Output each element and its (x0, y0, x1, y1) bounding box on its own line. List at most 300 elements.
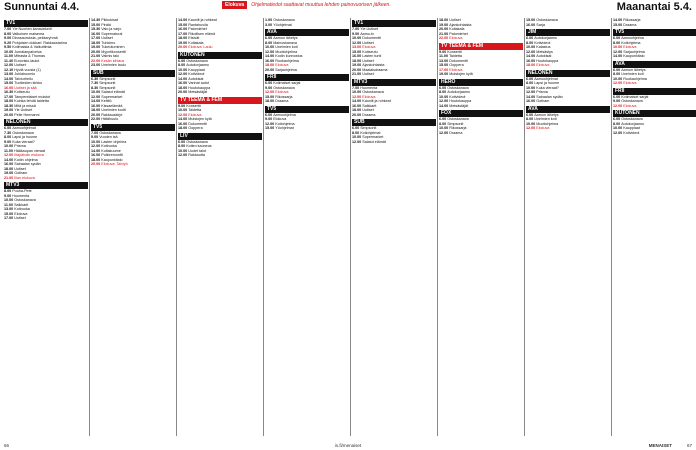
program-title: Uutiset (362, 108, 374, 112)
program-title: Yöohjelmat (273, 22, 292, 27)
program-time: 21.00 (439, 31, 450, 36)
program-title: Ooppera (188, 126, 203, 130)
program-time: 10.00 (439, 94, 450, 99)
program-title: Autokorjaamo (534, 36, 557, 40)
program-title: Simpsonit (447, 121, 464, 126)
program-title: Valmis talo (101, 54, 120, 58)
program-time: 12.00 (91, 94, 102, 99)
program-title: Kuka vieraat? (536, 85, 559, 90)
program-time: 8.30 (91, 85, 100, 90)
program-title: Hätähuuto (101, 117, 119, 121)
program-time: 6.00 (4, 126, 13, 130)
channel-header: KUTONEN (613, 110, 696, 117)
program-title: Taidetta (188, 108, 202, 112)
program-title: Maalaisdraama (362, 67, 388, 72)
program-title: Elokuva (623, 45, 637, 49)
program-title: Vuoden isä (99, 135, 118, 139)
program-title: Kultakala (188, 40, 204, 45)
program-time: 14.00 (91, 99, 102, 103)
channel-header: AVA (613, 61, 696, 68)
program-listing (265, 99, 349, 104)
program-title: Ostoskanava (186, 58, 208, 63)
program-listing (439, 131, 523, 136)
program-time: 12.00 (439, 130, 450, 135)
program-title: Supermarket (101, 94, 123, 99)
program-time: 7.00 (352, 85, 361, 90)
program-title: Tukeutuminen (101, 45, 125, 49)
program-time: 16.00 (526, 99, 537, 103)
program-time: 12.00 (526, 49, 537, 54)
program-title: Autokisat (188, 76, 204, 81)
program-title: Simpsonit (99, 76, 116, 81)
program-time: 20.00 (178, 45, 189, 49)
program-title: Kotiseutu (14, 90, 30, 94)
program-time: 22.00 (439, 36, 450, 40)
program-time: 16.00 (178, 81, 189, 85)
channel-header: MTV3 (4, 182, 88, 189)
program-time: 20.00 (178, 90, 189, 94)
program-time: 12.00 (91, 144, 102, 148)
program-title: Vanhat autot (188, 81, 209, 85)
program-title: Supermarket (362, 135, 384, 139)
program-time: 21.00 (4, 175, 15, 180)
program-time: 18.00 (178, 126, 189, 130)
schedule-column (4, 18, 88, 438)
program-title: Mitrasta & Thomas (14, 54, 45, 58)
program-title: Sarja (536, 22, 545, 27)
program-listing (613, 54, 696, 59)
program-title: Dokumentti (449, 58, 468, 63)
program-time: 8.00 (4, 135, 13, 139)
program-title: Keittiö (101, 99, 112, 103)
program-title: Elokuva (536, 63, 550, 67)
program-time: 10.00 (178, 148, 189, 153)
program-listing (613, 23, 696, 28)
program-time: 12.00 (265, 121, 276, 126)
channel-header: KUTONEN (178, 52, 262, 59)
program-time: 8.00 (352, 130, 361, 135)
program-title: Draama (623, 22, 637, 27)
program-time: 16.00 (265, 58, 276, 63)
column-divider (263, 18, 264, 436)
program-title: Talviurheilu (14, 76, 33, 81)
channel-header: AVA (526, 106, 610, 113)
program-time: 7.30 (91, 81, 100, 85)
program-time: 12.00 (526, 90, 537, 94)
program-time: 6.00 (526, 76, 535, 81)
program-title: Sairaalan sydän (14, 162, 41, 166)
program-title: Ruokaohjelma (623, 76, 647, 81)
program-time: 16.00 (91, 153, 102, 157)
program-time: 9.00 (265, 85, 274, 90)
program-title: Huutokauppa (449, 99, 472, 103)
program-title: Autokorjaamo (447, 90, 470, 94)
program-title: Ostoskanava (536, 18, 558, 22)
program-title: Elokuva: Talviyö (101, 162, 128, 166)
program-title: Kotiruoka (14, 207, 30, 211)
program-time: 16.00 (526, 58, 537, 63)
program-title: Kuka vieraat? (12, 139, 35, 144)
program-time: 12.00 (439, 99, 450, 103)
program-listing (265, 23, 349, 28)
program-time: 16.00 (178, 27, 189, 31)
program-time: 14.00 (178, 117, 189, 121)
program-title: Salkkarit (362, 103, 377, 108)
program-time: 10.00 (526, 45, 537, 49)
program-title: Puuha-Pete (12, 189, 32, 193)
program-title: Huutokauppa (188, 85, 211, 90)
program-title: Uutiset (14, 166, 26, 171)
program-title: Palomiehet (449, 31, 468, 36)
program-title: Ostoskanava (99, 130, 121, 135)
program-time: 19.00 (439, 72, 450, 76)
program-time: 9.00 (4, 139, 13, 144)
program-time: 14.00 (91, 148, 102, 153)
program-time: 10.00 (613, 76, 624, 81)
program-time: 16.00 (526, 22, 537, 27)
program-title: Valkoinen maisema (12, 31, 45, 36)
program-time: 18.00 (178, 36, 189, 40)
program-title: Hyviä vuosia (1) (14, 67, 41, 72)
program-title: Elokuva (362, 45, 376, 49)
channel-header: JIM (526, 29, 610, 36)
program-title: Ostoskanava (12, 130, 34, 135)
program-title: Draama (275, 99, 289, 103)
column-divider (350, 18, 351, 436)
channel-header: FRII (265, 74, 349, 81)
program-time: 7.00 (4, 27, 13, 31)
program-time: 6.30 (91, 76, 100, 81)
channel-header: TV1 (352, 20, 436, 27)
program-time: 16.00 (91, 31, 102, 36)
program-time: 19.00 (352, 63, 363, 67)
program-time: 14.00 (178, 18, 189, 22)
program-time: 7.00 (91, 130, 100, 135)
program-time: 14.30 (91, 18, 102, 22)
program-title: Ostoskanava (273, 85, 295, 90)
program-title: Elokuva (188, 112, 202, 117)
program-listing (439, 36, 523, 41)
channel-header: NELONEN (526, 70, 610, 77)
program-title: Tamperelaiset muistot (14, 94, 51, 99)
program-time: 9.00 (178, 103, 187, 108)
channel-header: TV5 (613, 29, 696, 36)
program-title: Kotiohjelmat (360, 130, 381, 135)
column-divider (524, 18, 525, 436)
program-time: 9.00 (613, 99, 622, 103)
program-time: 9.00 (265, 117, 274, 121)
program-title: Aamun lähetys (621, 67, 646, 72)
program-time: 10.00 (526, 121, 537, 126)
program-title: Rikossarja (623, 18, 641, 22)
channel-header: HERO (439, 79, 523, 86)
column-divider (611, 18, 612, 436)
program-listing (178, 90, 262, 95)
program-listing (4, 113, 88, 118)
program-title: Kultakuume (101, 148, 121, 153)
program-title: Dinosauruksia, pekkaryhmä (12, 36, 58, 40)
program-title: Unelmien kodit (101, 108, 126, 112)
program-title: Sarjaohjelma (623, 49, 645, 54)
program-title: Kotivideot (449, 94, 466, 99)
program-title: Kaupunkitalo (623, 54, 645, 58)
program-title: Iltapäivän elokuva (14, 153, 44, 157)
program-listing (4, 176, 88, 181)
program-title: Uudet talot (188, 148, 207, 153)
program-title: Elokuva (275, 63, 289, 67)
program-time: 17.00 (178, 31, 189, 36)
channel-header: FRII (613, 88, 696, 95)
program-time: 12.10 (4, 67, 15, 72)
program-listing (526, 23, 610, 28)
program-title: Ostoskanava (621, 99, 643, 103)
program-time: 8.00 (526, 81, 535, 85)
program-time: 10.00 (613, 126, 624, 130)
channel-header: SUB (352, 119, 436, 126)
program-title: Rikollisen elämä (188, 31, 216, 36)
schedule-column (526, 18, 610, 438)
program-time: 15.00 (4, 81, 15, 85)
program-title: Yle Uutiset (360, 27, 379, 31)
program-title: Taidetta (449, 54, 462, 58)
program-title: Gotham (14, 171, 28, 175)
program-time: 18.00 (352, 108, 363, 112)
program-time: 12.00 (613, 103, 624, 108)
page-header (0, 0, 696, 14)
program-time: 12.00 (352, 94, 363, 99)
program-title: Simpsonit (99, 85, 116, 90)
program-title: Aamun lähetys (273, 36, 298, 40)
program-title: Simpsonit (360, 126, 377, 130)
program-time: 10.00 (265, 45, 276, 49)
program-time: 19.00 (178, 40, 189, 45)
program-time: 13.00 (352, 45, 363, 49)
program-time: 18.00 (91, 108, 102, 112)
program-time: 14.00 (4, 157, 15, 162)
channel-header: SUB (91, 70, 175, 77)
program-title: Yle Nuorten kanavatunti (12, 27, 52, 31)
program-title: Prisma (14, 144, 26, 148)
program-title: Uutiset (101, 36, 113, 40)
channel-header: LIV (178, 133, 262, 140)
program-time: 6.00 (265, 81, 274, 85)
program-title: Tuotteiden kirkko (14, 81, 43, 85)
program-title: Elokuva (623, 81, 637, 85)
program-time: 6.00 (613, 67, 622, 72)
program-time: 16.00 (178, 121, 189, 126)
program-time: 11.00 (4, 148, 15, 153)
program-time: 19.00 (91, 45, 102, 49)
program-title: Unelmien laulu (101, 63, 126, 67)
program-time: 17.00 (4, 94, 15, 99)
program-title: Kotimaisia & Vaikuttimia (12, 45, 52, 49)
program-title: Aamuohjelmat (12, 126, 36, 130)
program-time: 20.00 (91, 162, 102, 166)
program-time: 12.00 (613, 130, 624, 135)
program-title: Muotiohjelma (275, 49, 298, 54)
program-title: Mainoskanava (273, 40, 297, 45)
program-title: Aamu-tv (360, 31, 374, 36)
program-time: 14.00 (439, 103, 450, 108)
program-title: Mitä ja missä (14, 103, 36, 108)
program-time: 20.00 (439, 27, 450, 31)
program-listing (178, 126, 262, 131)
program-time: 11.00 (4, 54, 15, 58)
program-title: Ostoskanava (14, 198, 36, 202)
schedule-columns (0, 18, 696, 438)
banner-tag: Elokuva (222, 1, 247, 9)
program-time: 8.00 (613, 72, 622, 76)
program-title: Ostoskanava (273, 18, 295, 22)
program-title: Muotiohjelma (536, 121, 559, 126)
channel-header: TV TEEMA & FEM (178, 97, 262, 104)
program-title: Salatut elämät (101, 90, 125, 94)
program-time: 19.00 (4, 108, 15, 112)
program-time: 20.00 (352, 112, 363, 117)
program-time: 18.30 (4, 103, 15, 108)
program-title: Uutiset (14, 63, 26, 67)
program-title: Ostoskanava (186, 139, 208, 144)
magazine-name: MENAISET (648, 443, 672, 448)
program-time: 6.00 (613, 36, 622, 40)
program-time: 10.00 (91, 139, 102, 144)
program-title: Tuhkimo (101, 40, 116, 45)
program-time: 12.00 (178, 153, 189, 157)
program-title: Aamun lähetys (534, 112, 559, 117)
program-title: Kauppiaat (623, 126, 640, 130)
program-time: 6.00 (613, 94, 622, 99)
program-time: 20.00 (91, 49, 102, 54)
program-title: Dokumentti (188, 121, 207, 126)
program-title: Lapsi ja huume (534, 81, 560, 85)
schedule-column (613, 18, 696, 438)
schedule-column (91, 18, 175, 438)
program-title: Myyntikonsertti (101, 49, 126, 54)
program-time: 9.00 (439, 49, 448, 54)
schedule-column (352, 18, 436, 438)
page-footer (0, 439, 696, 450)
program-time: 10.00 (91, 90, 102, 94)
program-time: 20.00 (265, 67, 276, 72)
program-time: 14.00 (613, 54, 624, 58)
program-listing (526, 126, 610, 131)
program-title: Kotiohjelma (621, 40, 641, 45)
program-time: 20.00 (352, 67, 363, 72)
program-title: Kuinka tehdä taidetta (14, 99, 49, 103)
program-title: Konsertti (186, 103, 201, 108)
program-title: Etsivät (188, 36, 200, 40)
program-title: Kotivideot (534, 40, 551, 45)
program-time: 6.00 (526, 36, 535, 40)
program-listing (526, 63, 610, 68)
program-title: Elokuva (449, 36, 463, 40)
program-time: 9.20 (4, 40, 13, 45)
program-title: Elokuva (449, 67, 463, 72)
column-divider (437, 18, 438, 436)
program-title: Rakkauskirje (101, 112, 123, 117)
program-time: 20.00 (4, 112, 15, 117)
program-time: 10.00 (526, 85, 537, 90)
program-title: Muistojen kylä (188, 117, 212, 121)
program-listing (91, 63, 175, 68)
program-title: Kotien kauneus (186, 144, 212, 148)
program-time: 7.00 (352, 27, 361, 31)
channel-header: AVA (265, 29, 349, 36)
program-title: Gotham (536, 99, 550, 103)
program-time: 15.00 (526, 18, 537, 22)
program-time: 8.00 (265, 40, 274, 45)
program-title: Kodin kunnostus (275, 54, 303, 58)
program-time: 12.00 (178, 72, 189, 76)
program-title: Huomenta (360, 85, 378, 90)
program-title: Pelle Hermanni (14, 112, 40, 117)
program-title: Rikossarja (275, 94, 293, 99)
page-number-left: 66 (4, 443, 10, 448)
program-time: 22.00 (91, 58, 102, 63)
program-title: Autokorjaamo (186, 63, 209, 67)
program-title: Ajankohtaista (362, 63, 385, 67)
channel-header: TV5 (91, 124, 175, 131)
program-time: 18.00 (91, 40, 102, 45)
program-time: 15.00 (4, 211, 15, 216)
program-time: 18.00 (265, 99, 276, 103)
program-time: 14.00 (265, 54, 276, 58)
program-title: Aamuohjelma (273, 112, 296, 117)
program-listing (265, 68, 349, 73)
program-time: 9.00 (4, 193, 13, 198)
program-time: 17.00 (91, 36, 102, 40)
program-time: 15.00 (265, 126, 276, 130)
program-time: 6.00 (439, 117, 448, 121)
program-listing (352, 113, 436, 118)
program-time: 12.00 (4, 153, 15, 157)
program-time: 12.00 (265, 90, 276, 94)
program-time: 9.50 (4, 45, 13, 49)
program-time: 8.00 (439, 90, 448, 94)
program-title: Kaupunkitalo (101, 157, 123, 162)
program-title: Elokuva (536, 126, 550, 130)
program-title: Draama (449, 130, 463, 135)
program-time: 17.00 (4, 216, 15, 220)
program-title: Unelmien koti (534, 117, 557, 121)
program-time: 8.00 (526, 40, 535, 45)
program-listing (439, 104, 523, 109)
program-title: Supernatural (101, 31, 123, 36)
program-time: 1.00 (265, 18, 274, 22)
program-title: Kauniit ja rohkeat (362, 99, 391, 103)
program-listing (4, 216, 88, 221)
program-time: 8.00 (526, 117, 535, 121)
program-time: 15.30 (91, 27, 102, 31)
program-title: Pikkukisat (101, 18, 118, 22)
program-title: Uutiset (362, 72, 374, 76)
program-time: 8.00 (613, 121, 622, 126)
program-time: 14.00 (4, 76, 15, 81)
program-time: 19.00 (439, 22, 450, 27)
program-title: Kalastus (536, 45, 551, 49)
column-divider (89, 18, 90, 436)
program-title: Uutiset (14, 216, 26, 220)
program-time: 18.00 (4, 99, 15, 103)
program-title: Ruokaohjelma (275, 58, 299, 63)
program-time: 18.00 (91, 157, 102, 162)
channel-header: NELONEN (4, 119, 88, 126)
program-time: 15.00 (439, 63, 450, 67)
program-title: Pohjoisen dokkari: Rakkaustarina (12, 40, 67, 45)
program-time: 16.00 (4, 85, 15, 90)
program-title: Kotiruoka (101, 144, 117, 148)
program-time: 10.00 (4, 144, 15, 148)
